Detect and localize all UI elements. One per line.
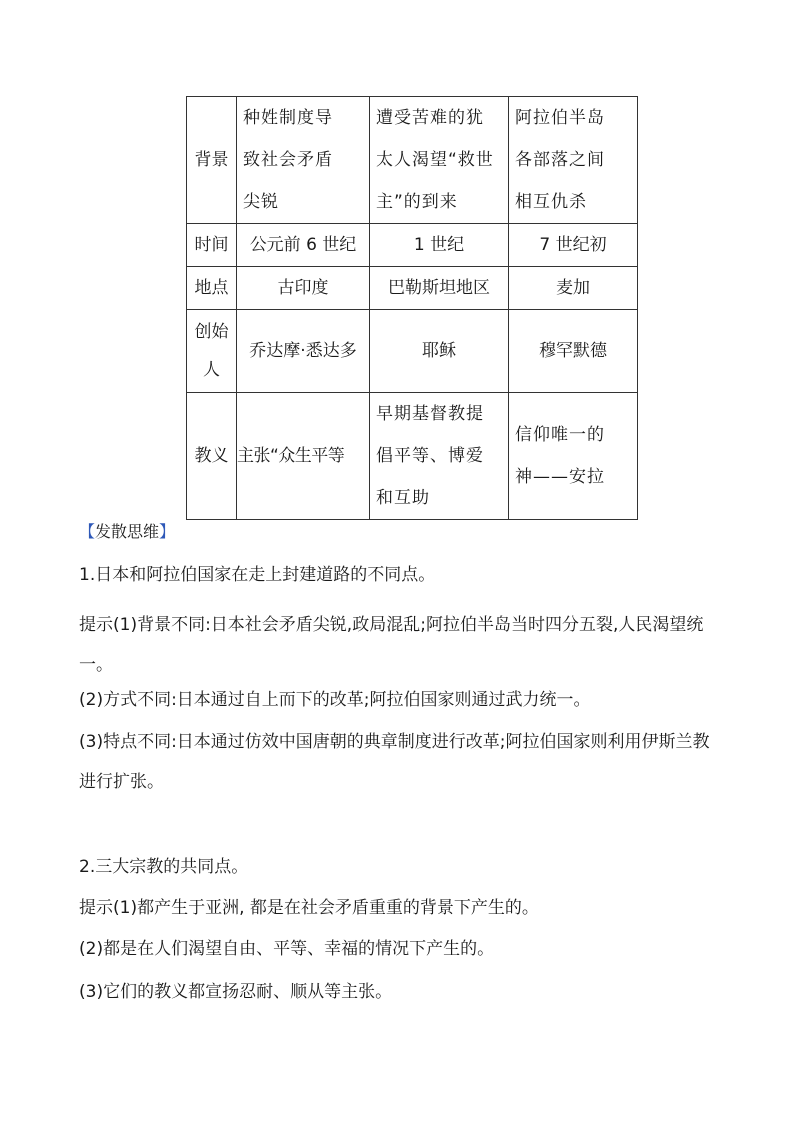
cell-line: 遭受苦难的犹 xyxy=(376,108,484,128)
table-cell: 耶稣 xyxy=(370,310,509,393)
row-label-time: 时间 xyxy=(187,224,237,267)
cell-line: 创始 xyxy=(194,322,229,342)
table-cell: 乔达摩·悉达多 xyxy=(237,310,370,393)
cell-line: 太人渴望“救世 xyxy=(376,150,494,170)
row-label-doctrine: 教义 xyxy=(187,393,237,520)
question-2-hint-3: (3)它们的教义都宣扬忍耐、顺从等主张。 xyxy=(79,982,393,1002)
table-cell: 公元前 6 世纪 xyxy=(237,224,370,267)
cell-line: 相互仇杀 xyxy=(515,192,587,212)
cell-line: 人 xyxy=(203,360,220,380)
religion-comparison-table xyxy=(186,96,638,520)
cell-line: 各部落之间 xyxy=(515,150,605,170)
bracket-close: 】 xyxy=(159,522,176,541)
cell-line: 阿拉伯半岛 xyxy=(515,108,605,128)
cell-line: 尖锐 xyxy=(243,192,279,212)
row-label-background: 背景 xyxy=(187,97,237,224)
table-cell xyxy=(237,97,370,224)
cell-line: 早期基督教提 xyxy=(376,404,484,424)
table-cell xyxy=(509,393,638,520)
table-cell xyxy=(370,393,509,520)
cell-line: 种姓制度导 xyxy=(243,108,333,128)
table-cell: 1 世纪 xyxy=(370,224,509,267)
table-row xyxy=(187,393,638,520)
table-row xyxy=(187,310,638,393)
question-2-title: 2.三大宗教的共同点。 xyxy=(79,857,249,877)
question-1-hint-3: (3)特点不同:日本通过仿效中国唐朝的典章制度进行改革;阿拉伯国家则利用伊斯兰教进行扩张。 xyxy=(79,732,710,792)
section-title-text: 发散思维 xyxy=(95,522,160,541)
table-cell xyxy=(237,393,370,520)
table-cell: 古印度 xyxy=(237,267,370,310)
table-cell: 7 世纪初 xyxy=(509,224,638,267)
row-label-place: 地点 xyxy=(187,267,237,310)
question-1-hint-1: 提示(1)背景不同:日本社会矛盾尖锐,政局混乱;阿拉伯半岛当时四分五裂,人民渴望统一。 xyxy=(79,615,704,675)
cell-line: 致社会矛盾 xyxy=(243,150,333,170)
table-row xyxy=(187,224,638,267)
question-1-title: 1.日本和阿拉伯国家在走上封建道路的不同点。 xyxy=(79,565,436,585)
table-cell: 穆罕默德 xyxy=(509,310,638,393)
cell-line: 主”的到来 xyxy=(376,192,458,212)
section-heading xyxy=(79,520,175,544)
question-1-hint-2: (2)方式不同:日本通过自上而下的改革;阿拉伯国家则通过武力统一。 xyxy=(79,690,591,710)
bracket-open: 【 xyxy=(79,522,96,541)
table-cell: 麦加 xyxy=(509,267,638,310)
question-2-hint-1: 提示(1)都产生于亚洲, 都是在社会矛盾重重的背景下产生的。 xyxy=(79,898,539,918)
table-row xyxy=(187,97,638,224)
table-row xyxy=(187,267,638,310)
table-cell xyxy=(370,97,509,224)
row-label-founder xyxy=(187,310,237,393)
cell-line: 信仰唯一的 xyxy=(515,425,605,445)
cell-line: 和互助 xyxy=(376,488,430,508)
cell-line: 主张“众生平等 xyxy=(237,446,345,466)
cell-line: 神——安拉 xyxy=(515,467,605,487)
question-2-hint-2: (2)都是在人们渴望自由、平等、幸福的情况下产生的。 xyxy=(79,939,495,959)
cell-line: 倡平等、博爱 xyxy=(376,446,484,466)
table-cell xyxy=(509,97,638,224)
table-cell: 巴勒斯坦地区 xyxy=(370,267,509,310)
